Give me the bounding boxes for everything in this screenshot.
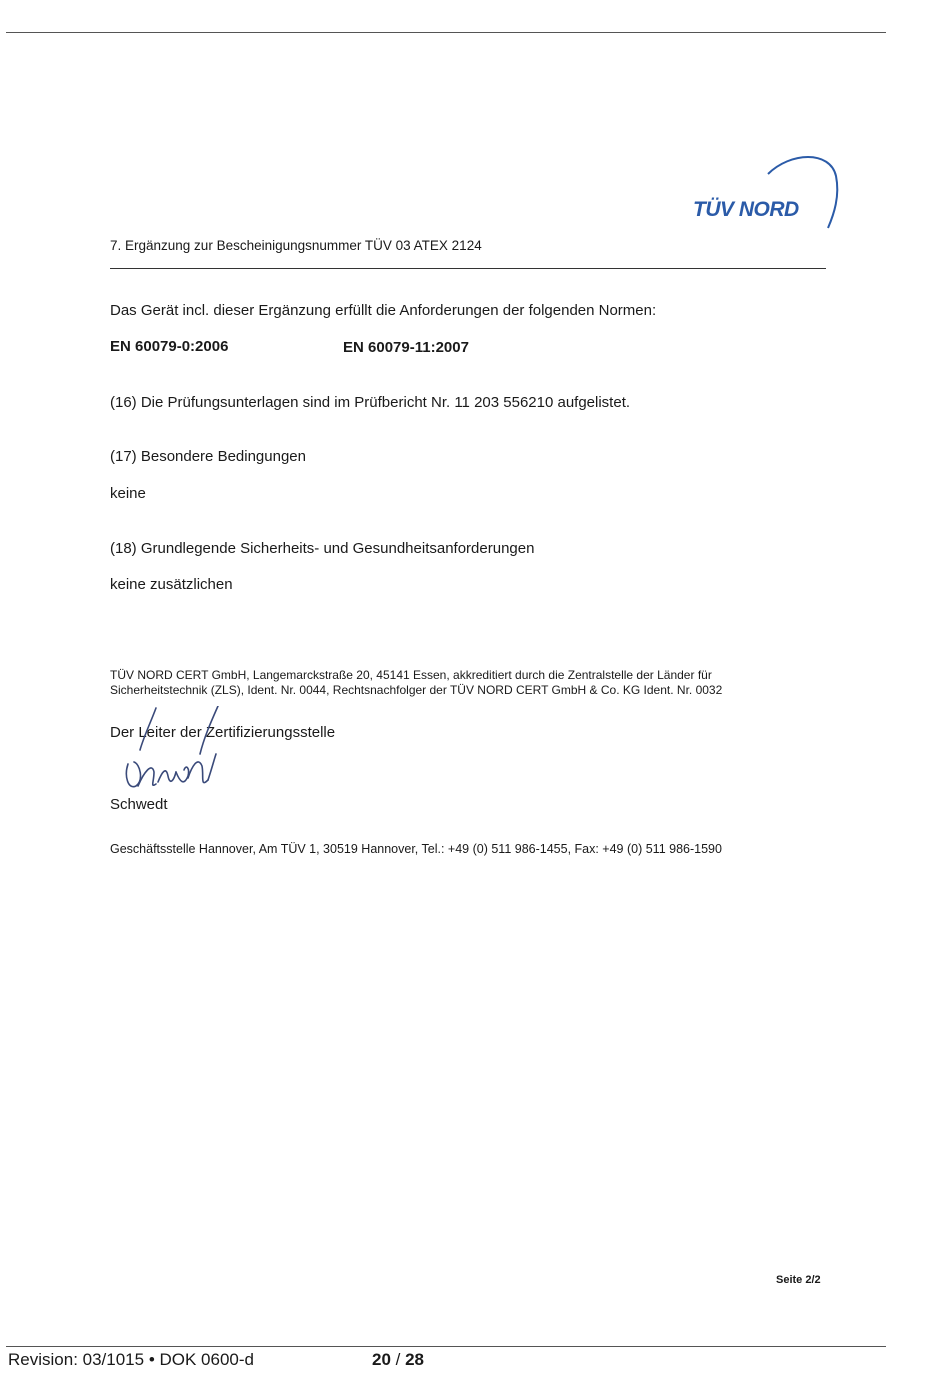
item-18-value: keine zusätzlichen: [110, 576, 233, 593]
footer-rule: [6, 1346, 886, 1347]
footer-revision: Revision: 03/1015 • DOK 0600-d: [8, 1350, 254, 1369]
page-current: 20: [372, 1350, 391, 1369]
certifier-line-2: Sicherheitstechnik (ZLS), Ident. Nr. 0044, Rechtsnachfolger der TÜV NORD CERT GmbH & Co. KG Ident. Nr. 0032: [110, 683, 723, 697]
item-17-heading: (17) Besondere Bedingungen: [110, 448, 306, 465]
page-separator: /: [390, 1350, 406, 1369]
standards-intro: Das Gerät incl. dieser Ergänzung erfüllt die Anforderungen der folgenden Normen:: [110, 302, 657, 319]
standard-2: EN 60079-11:2007: [343, 339, 469, 356]
signatory-name: Schwedt: [110, 796, 168, 813]
item-17-value: keine: [110, 485, 146, 502]
footer-page-number: [372, 1350, 424, 1370]
handwritten-signature-icon: [118, 706, 228, 796]
header-rule: [110, 268, 826, 269]
logo-text: TÜV NORD: [693, 198, 799, 221]
item-16: (16) Die Prüfungsunterlagen sind im Prüfbericht Nr. 11 203 556210 aufgelistet.: [110, 394, 631, 411]
signatory-title: Der Leiter der Zertifizierungsstelle: [110, 724, 336, 741]
supplement-title: 7. Ergänzung zur Bescheinigungsnummer TÜV 03 ATEX 2124: [110, 238, 482, 253]
item-18-heading: (18) Grundlegende Sicherheits- und Gesundheitsanforderungen: [110, 540, 535, 557]
office-address: Geschäftsstelle Hannover, Am TÜV 1, 30519 Hannover, Tel.: +49 (0) 511 986-1455, Fax: +49 (0) 511 986-1590: [110, 842, 722, 856]
certifier-line-1: TÜV NORD CERT GmbH, Langemarckstraße 20, 45141 Essen, akkreditiert durch die Zentralstelle der Länder für: [110, 668, 712, 682]
top-rule: [6, 32, 886, 33]
standard-1: EN 60079-0:2006: [110, 338, 229, 355]
tuv-nord-logo: [690, 152, 850, 232]
page-total: 28: [405, 1350, 425, 1369]
page-marker: Seite 2/2: [776, 1274, 821, 1286]
